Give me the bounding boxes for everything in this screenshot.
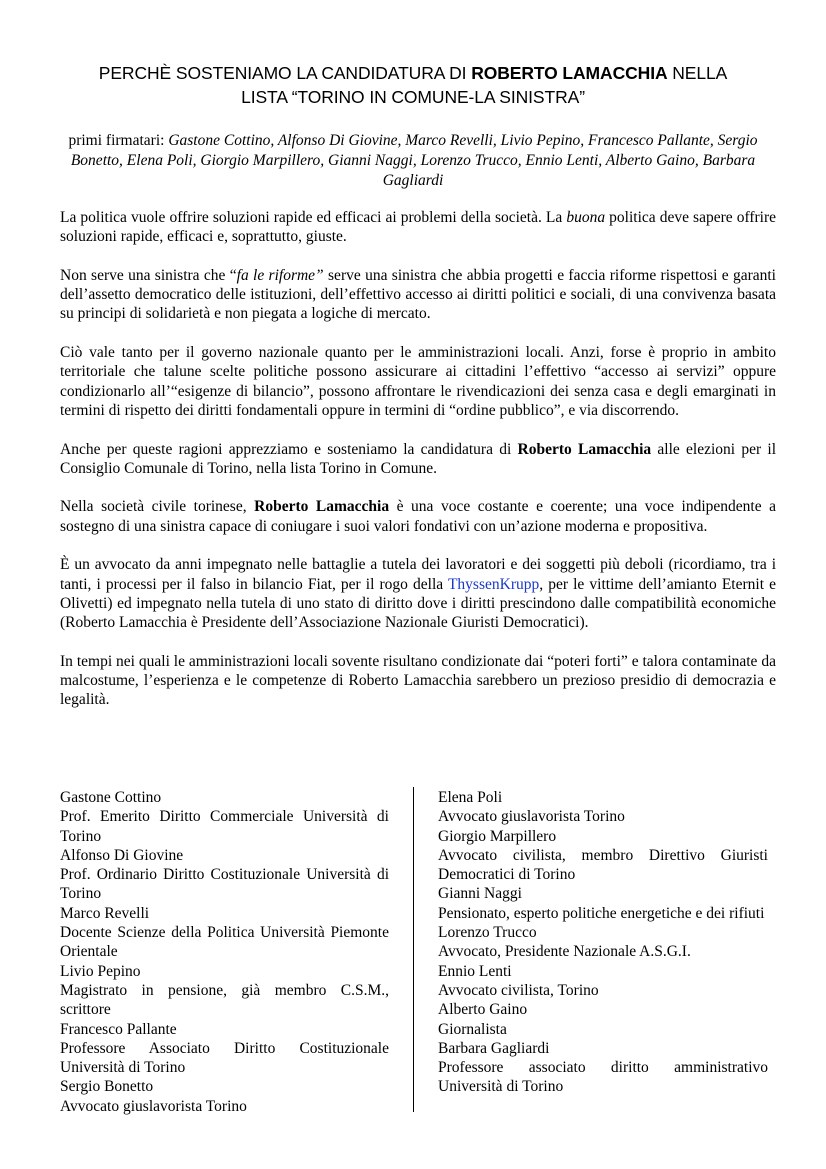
signatory <box>60 846 389 904</box>
signatory-name: Sergio Bonetto <box>60 1078 154 1096</box>
signatory-name: Marco Revelli <box>60 904 150 922</box>
signatories-prefix: primi firmatari: <box>68 132 169 149</box>
signatory <box>438 962 768 1001</box>
signatory <box>60 788 389 846</box>
paragraph-1-emphasis: buona <box>566 209 606 226</box>
paragraph-4-candidate-name: Roberto Lamacchia <box>517 440 652 458</box>
signatory-name: Lorenzo Trucco <box>438 924 537 942</box>
signatory-role: Avvocato, Presidente Nazionale A.S.G.I. <box>438 943 691 961</box>
signatory-name: Francesco Pallante <box>60 1020 177 1038</box>
paragraph-2-emphasis: fa le riforme” <box>236 266 324 284</box>
paragraph-6-text-b: , per le vittime dell’amianto Eternit e Olivetti) ed impegnato nella tutela di uno stato di diritto dove i diritti prescindono dalle compatibilità economiche (Roberto Lamacchia è Presidente dell’Associazione Nazionale Giuristi Democratici). <box>60 575 776 632</box>
paragraph-4-text-b: alle elezioni per il Consiglio Comunale di Torino, nella lista Torino in Comune. <box>60 440 776 477</box>
signatory-role: Professore associato diritto amministrativo Università di Torino <box>438 1059 768 1096</box>
body-text <box>60 208 776 729</box>
title-line-2: LISTA “TORINO IN COMUNE-LA SINISTRA” <box>241 87 585 107</box>
paragraph-5-candidate-name: Roberto Lamacchia <box>254 498 390 516</box>
paragraph-5 <box>60 497 776 536</box>
paragraph-4 <box>60 440 776 479</box>
signatory <box>60 904 389 962</box>
signatory-role: Prof. Ordinario Diritto Costituzionale Università di Torino <box>60 866 389 903</box>
signatory-role: Magistrato in pensione, già membro C.S.M., scrittore <box>60 981 389 1019</box>
signatory-name: Elena Poli <box>438 789 503 806</box>
paragraph-1-text-a: La politica vuole offrire soluzioni rapide ed efficaci ai problemi della società. La <box>60 209 567 226</box>
title-text-part2: NELLA <box>667 63 728 83</box>
paragraph-5-text-b: è una voce costante e coerente; una voce indipendente a sostegno di una sinistra capace di coniugare i suoi valori fondativi con un’azione moderna e propositiva. <box>60 498 777 535</box>
signatory-name: Livio Pepino <box>60 962 141 980</box>
paragraph-3: Ciò vale tanto per il governo nazionale quanto per le amministrazioni locali. Anzi, forse è proprio in ambito territoriale che talune scelte politiche possono assicurare ai cittadini l’effettivo “accesso ai servizi” oppure condizionarlo all’“esigenze di bilancio”, possono affrontare le rivendicazioni dei senza casa e degli emarginati in termini di rispetto dei diritti fondamentali oppure in termini di “ordine pubblico”, e via discorrendo. <box>60 344 776 419</box>
signatory-role: Pensionato, esperto politiche energetiche e dei rifiuti <box>438 904 765 922</box>
signatory-role: Avvocato giuslavorista Torino <box>60 1097 247 1115</box>
signatory <box>438 1039 768 1097</box>
signatory-name: Barbara Gagliardi <box>438 1039 550 1057</box>
signatory <box>438 884 768 923</box>
signatory-role: Avvocato civilista, Torino <box>438 981 599 999</box>
signatory-name: Gianni Naggi <box>438 885 522 903</box>
signatory-name: Alfonso Di Giovine <box>60 846 184 864</box>
signatory <box>438 788 768 827</box>
paragraph-7: In tempi nei quali le amministrazioni locali sovente risultano condizionate dai “poteri forti” e talora contaminate da malcostume, l’esperienza e le competenze di Roberto Lamacchia sarebbero un prezioso presidio di democrazia e legalità. <box>60 652 776 709</box>
signatory-role: Avvocato civilista, membro Direttivo Giuristi Democratici di Torino <box>438 846 768 884</box>
paragraph-5-text-a: Nella società civile torinese, <box>60 498 255 516</box>
signatory <box>60 962 389 1020</box>
signatory-name: Alberto Gaino <box>438 1001 528 1019</box>
paragraph-1 <box>60 208 776 247</box>
signatory-name: Giorgio Marpillero <box>438 827 557 845</box>
title-text-part1: PERCHÈ SOSTENIAMO LA CANDIDATURA DI <box>98 63 472 83</box>
paragraph-4-text-a: Anche per queste ragioni apprezziamo e sosteniamo la candidatura di <box>60 440 518 458</box>
paragraph-6 <box>60 555 776 632</box>
paragraph-6-text-a: È un avvocato da anni impegnato nelle battaglie a tutela dei lavoratori e dei soggetti più deboli (ricordiamo, tra i tanti, i processi per il falso in bilancio Fiat, per il rogo della <box>60 556 776 593</box>
thyssenkrupp-link[interactable]: ThyssenKrupp <box>447 575 540 593</box>
signatories-names: Gastone Cottino, Alfonso Di Giovine, Marco Revelli, Livio Pepino, Francesco Pallante, Sergio Bonetto, Elena Poli, Giorgio Marpillero, Gianni Naggi, Lorenzo Trucco, Ennio Lenti, Alberto Gaino, Barbara Gagliardi <box>70 132 758 189</box>
signatory <box>438 827 768 885</box>
paragraph-1-text-b: politica deve sapere offrire soluzioni rapide, efficaci e, soprattutto, giuste. <box>60 209 776 246</box>
signatory-role: Prof. Emerito Diritto Commerciale Università di Torino <box>60 808 389 845</box>
column-divider <box>413 787 414 1112</box>
signatories-left-column <box>60 788 389 1116</box>
paragraph-2-text-b: serve una sinistra che abbia progetti e faccia riforme rispettosi e garanti dell’assetto democratico delle istituzioni, dell’effettivo accesso ai diritti politici e sociali, di una convivenza basata su principi di solidarietà e non piegata a logiche di mercato. <box>60 266 776 323</box>
signatories-right-column <box>438 788 768 1097</box>
signatory <box>60 1020 389 1078</box>
signatory-name: Gastone Cottino <box>60 789 162 806</box>
signatory <box>60 1077 389 1116</box>
title-candidate-name: ROBERTO LAMACCHIA <box>471 63 668 83</box>
signatory-role: Avvocato giuslavorista Torino <box>438 808 625 826</box>
signatory-role: Giornalista <box>438 1020 507 1038</box>
signatory <box>438 1000 768 1039</box>
first-signatories <box>60 131 766 191</box>
signatory <box>438 923 768 962</box>
signatory-role: Professore Associato Diritto Costituzionale Università di Torino <box>60 1039 389 1077</box>
paragraph-2-text-a: Non serve una sinistra che “ <box>60 266 237 284</box>
signatory-name: Ennio Lenti <box>438 962 512 980</box>
page-title <box>60 61 766 109</box>
signatory-role: Docente Scienze della Politica Università Piemonte Orientale <box>60 924 389 961</box>
paragraph-2 <box>60 266 776 324</box>
